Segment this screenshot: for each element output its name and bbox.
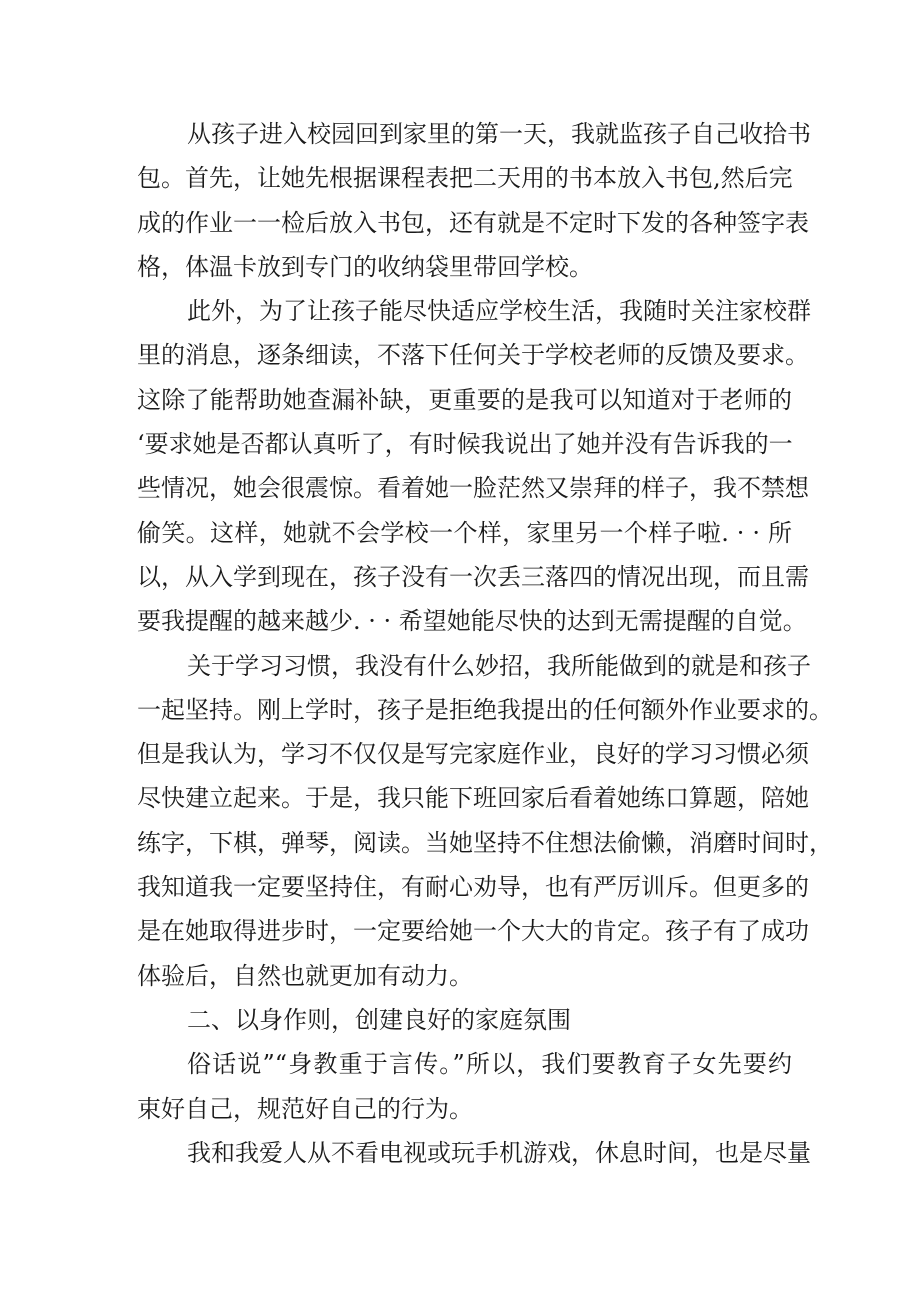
text-line: 一起坚持。刚上学时，孩子是拒绝我提出的任何额外作业要求的。	[137, 695, 833, 724]
text-line: 些情况，她会很震惊。看着她一脸茫然又崇拜的样子，我不禁想	[137, 474, 809, 503]
text-line: 要我提醒的越来越少. · · 希望她能尽快的达到无需提醒的自觉。	[137, 607, 807, 636]
text-line: 从孩子进入校园回到家里的第一天，我就监孩子自己收拾书	[187, 120, 811, 148]
text-line: 以，从入学到现在，孩子没有一次丢三落四的情况出现，而且需	[137, 562, 809, 591]
text-line: 我和我爱人从不看电视或玩手机游戏，休息时间，也是尽量	[187, 1138, 811, 1167]
text-line: 我知道我一定要坚持住，有耐心劝导，也有严厉训斥。但更多的	[137, 873, 809, 902]
text-line: 俗话说”“身教重于言传。”所以，我们要教育子女先要约	[187, 1050, 792, 1079]
text-line: 偷笑。这样，她就不会学校一个样，家里另一个样子啦. · · 所	[137, 518, 792, 547]
text-line: 是在她取得进步时，一定要给她一个大大的肯定。孩子有了成功	[137, 917, 809, 946]
text-line: 束好自己，规范好自己的行为。	[137, 1094, 473, 1123]
text-line: 尽快建立起来。于是，我只能下班回家后看着她练口算题，陪她	[137, 784, 809, 813]
text-line: 但是我认为，学习不仅仅是写完家庭作业，良好的学习习惯必须	[137, 740, 809, 769]
text-line: 此外，为了让孩子能尽快适应学校生活，我随时关注家校群	[187, 297, 811, 326]
text-line: 练字，下棋，弹琴，阅读。当她坚持不住想法偷懒，消磨时间时，	[137, 828, 833, 857]
section-heading: 二、以身作则，创建良好的家庭氛围	[187, 1005, 571, 1034]
text-line: 格，体温卡放到专门的收纳袋里带回学校。	[137, 252, 593, 281]
document-body	[137, 112, 833, 1175]
text-line: 包。首先，让她先根据课程表把二天用的书本放入书包,然后完	[137, 164, 793, 193]
text-line: 关于学习习惯，我没有什么妙招，我所能做到的就是和孩子	[187, 651, 811, 680]
text-line: ‘要求她是否都认真听了，有时候我说出了她并没有告诉我的一	[137, 430, 793, 459]
text-line: 这除了能帮助她查漏补缺，更重要的是我可以知道对于老师的	[137, 385, 792, 414]
text-line: 体验后，自然也就更加有动力。	[137, 961, 473, 990]
text-line: 成的作业一一检后放入书包，还有就是不定时下发的各种签字表	[137, 208, 809, 237]
text-line: 里的消息，逐条细读，不落下任何关于学校老师的反馈及要求。	[137, 341, 809, 370]
